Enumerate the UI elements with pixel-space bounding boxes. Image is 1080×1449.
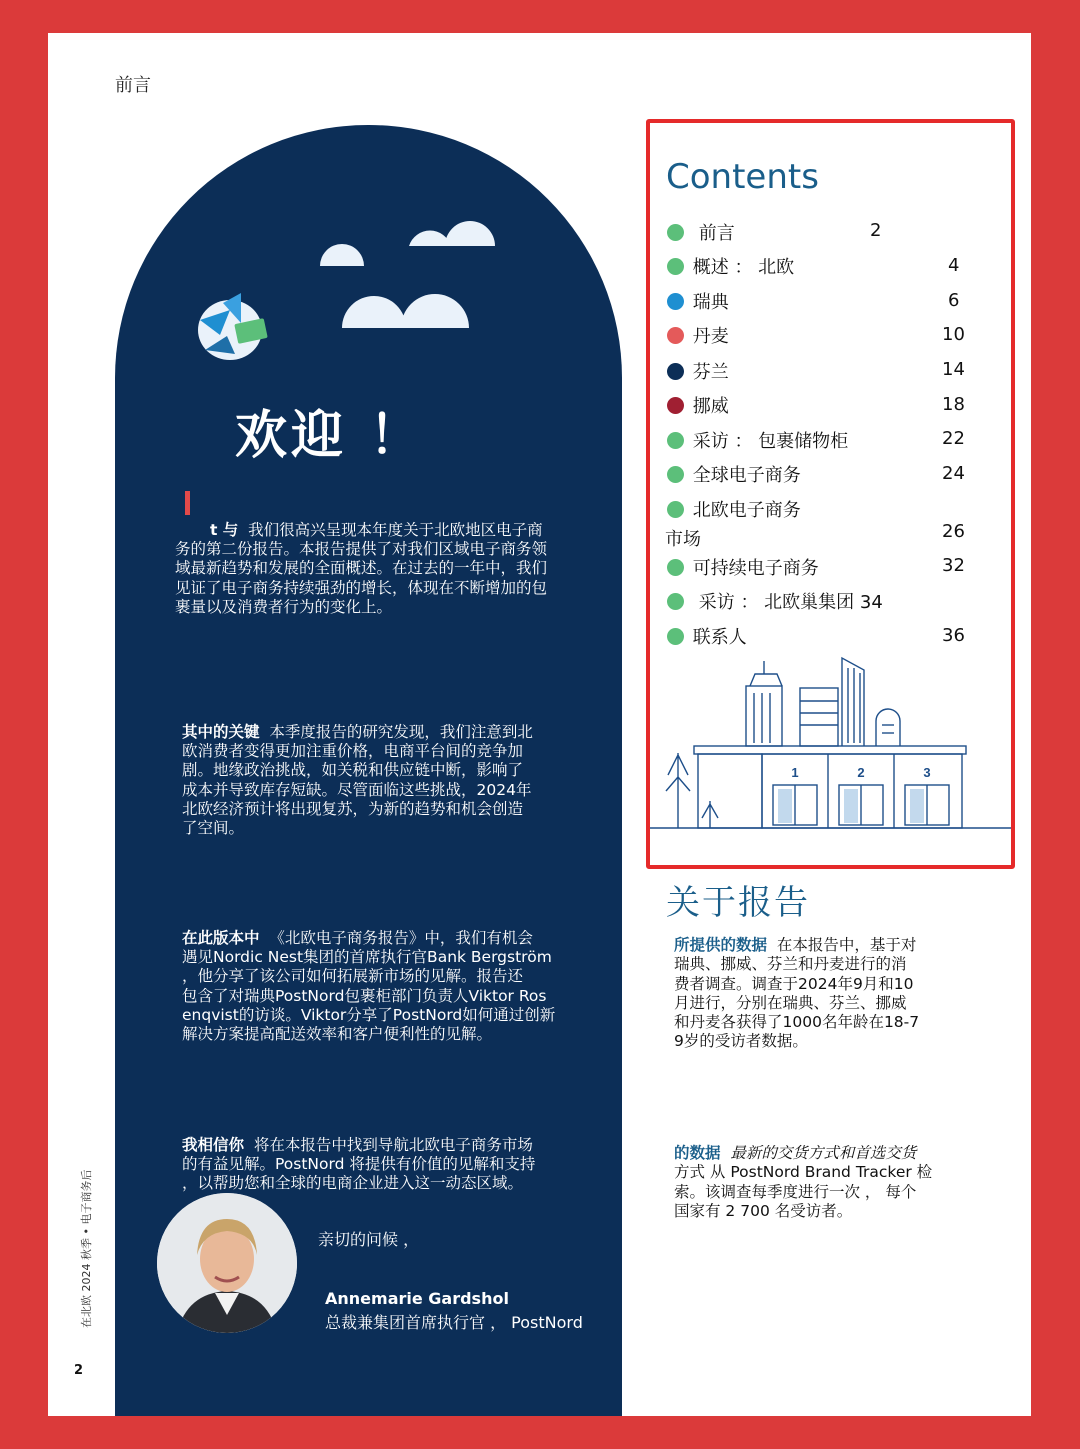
- bullet-dot-icon: [667, 363, 684, 380]
- toc-item[interactable]: 瑞典: [667, 288, 967, 314]
- bullet-dot-icon: [667, 628, 684, 645]
- page-number: 2: [74, 1363, 84, 1378]
- about-paragraph-1: 所提供的数据 在本报告中，基于对 瑞典、挪威、芬兰和丹麦进行的消 费者调查。调查于2024年9月和10 月进行，分别在瑞典、芬兰、挪威 和丹麦各获得了1000名年龄在18-7 9岁的受访者数据。: [674, 936, 920, 1051]
- document-page: [48, 33, 1031, 1416]
- welcome-paragraph-2: 其中的关键 本季度报告的研究发现，我们注意到北 欧消费者变得更加注重价格，电商平台间的竞争加 剧。地缘政治挑战，如关税和供应链中断，影响了 成本并导致库存短缺。尽管面临这些挑战，2024年 北欧经济预计将出现复苏，为新的趋势和机会创造 了空间。: [182, 723, 533, 838]
- toc-page-number: 32: [942, 555, 965, 576]
- toc-page-number: 4: [948, 255, 960, 276]
- toc-page-number: 36: [942, 625, 965, 646]
- bullet-dot-icon: [667, 397, 684, 414]
- toc-page-number: 26: [942, 521, 965, 542]
- toc-item[interactable]: 概述 ： 北欧: [667, 253, 967, 279]
- parcel-locker-illustration: [650, 653, 1011, 843]
- toc-item[interactable]: 采访 ： 包裹储物柜: [667, 427, 967, 453]
- locker-number: 1: [791, 765, 799, 780]
- toc-page-number: 18: [942, 394, 965, 415]
- signer-title: 总裁兼集团首席执行官 ， PostNord: [325, 1313, 583, 1332]
- about-title: 关于报告: [666, 883, 810, 923]
- locker-number: 3: [923, 765, 931, 780]
- toc-item[interactable]: 全球电子商务: [667, 461, 967, 487]
- bullet-dot-icon: [667, 258, 684, 275]
- toc-page-number: 10: [942, 324, 965, 345]
- bullet-dot-icon: [667, 293, 684, 310]
- toc-page-number: 22: [942, 428, 965, 449]
- bullet-dot-icon: [667, 224, 684, 241]
- portrait-photo: [157, 1193, 297, 1333]
- bird-icon: [198, 293, 268, 360]
- toc-item[interactable]: 联系人: [667, 623, 967, 649]
- greeting: 亲切的问候 ，: [318, 1230, 420, 1249]
- toc-item[interactable]: 挪威: [667, 392, 967, 418]
- bullet-dot-icon: [667, 432, 684, 449]
- locker-number: 2: [857, 765, 865, 780]
- toc-page-number: 6: [948, 290, 960, 311]
- side-label: 在北欧 2024 秋季 • 电子商务后: [80, 1169, 93, 1328]
- welcome-paragraph-1: t 与 我们很高兴呈现本年度关于北欧地区电子商 务的第二份报告。本报告提供了对我们区域电子商务领 域最新趋势和发展的全面概述。在过去的一年中，我们 见证了电子商务持续强劲的增长，体现在不断增加的包 裹量以及消费者行为的变化上。: [175, 521, 548, 616]
- welcome-paragraph-3: 在此版本中 《北欧电子商务报告》中，我们有机会 遇见Nordic Nest集团的首席执行官Bank Bergström ，他分享了该公司如何拓展新市场的见解。报告还 包含了对瑞典PostNord包裹柜部门负责人Viktor Ros enqvist的访谈。Viktor分享了PostNord如何通过创新 解决方案提高配送效率和客户便利性的见解。: [182, 929, 556, 1044]
- welcome-title: 欢迎 ！: [235, 406, 426, 466]
- toc-item[interactable]: 北欧电子商务 市场: [665, 500, 801, 550]
- welcome-panel: [115, 125, 622, 1416]
- toc-item[interactable]: 丹麦: [667, 322, 967, 348]
- welcome-paragraph-4: 我相信你 将在本报告中找到导航北欧电子商务市场 的有益见解。PostNord 将提供有价值的见解和支持 ，以帮助您和全球的电商企业进入这一动态区域。: [182, 1136, 536, 1193]
- clouds-illustration: [115, 125, 622, 385]
- about-paragraph-2: 的数据 最新的交货方式和首选交货 方式 从 PostNord Brand Tracker 检 索。该调查每季度进行一次 ， 每个 国家有 2 700 名受访者。: [674, 1144, 933, 1220]
- bullet-dot-icon: [667, 593, 684, 610]
- contents-box: [646, 119, 1015, 869]
- avatar: [157, 1193, 297, 1333]
- toc-page-number: 2: [870, 220, 882, 241]
- toc-page-number: 14: [942, 359, 965, 380]
- toc-item[interactable]: 可持续电子商务: [667, 554, 967, 580]
- toc-item[interactable]: 采访 ： 北欧巢集团 34: [667, 588, 967, 614]
- red-accent-mark: [185, 491, 190, 515]
- bullet-dot-icon: [667, 327, 684, 344]
- toc-page-number: 24: [942, 463, 965, 484]
- toc-item[interactable]: 前言: [667, 219, 967, 245]
- bullet-dot-icon: [667, 501, 684, 518]
- contents-title: Contents: [666, 157, 819, 197]
- toc-item[interactable]: 芬兰: [667, 358, 967, 384]
- bullet-dot-icon: [667, 559, 684, 576]
- section-title: 前言: [115, 75, 151, 96]
- signer-name: Annemarie Gardshol: [325, 1289, 509, 1308]
- bullet-dot-icon: [667, 466, 684, 483]
